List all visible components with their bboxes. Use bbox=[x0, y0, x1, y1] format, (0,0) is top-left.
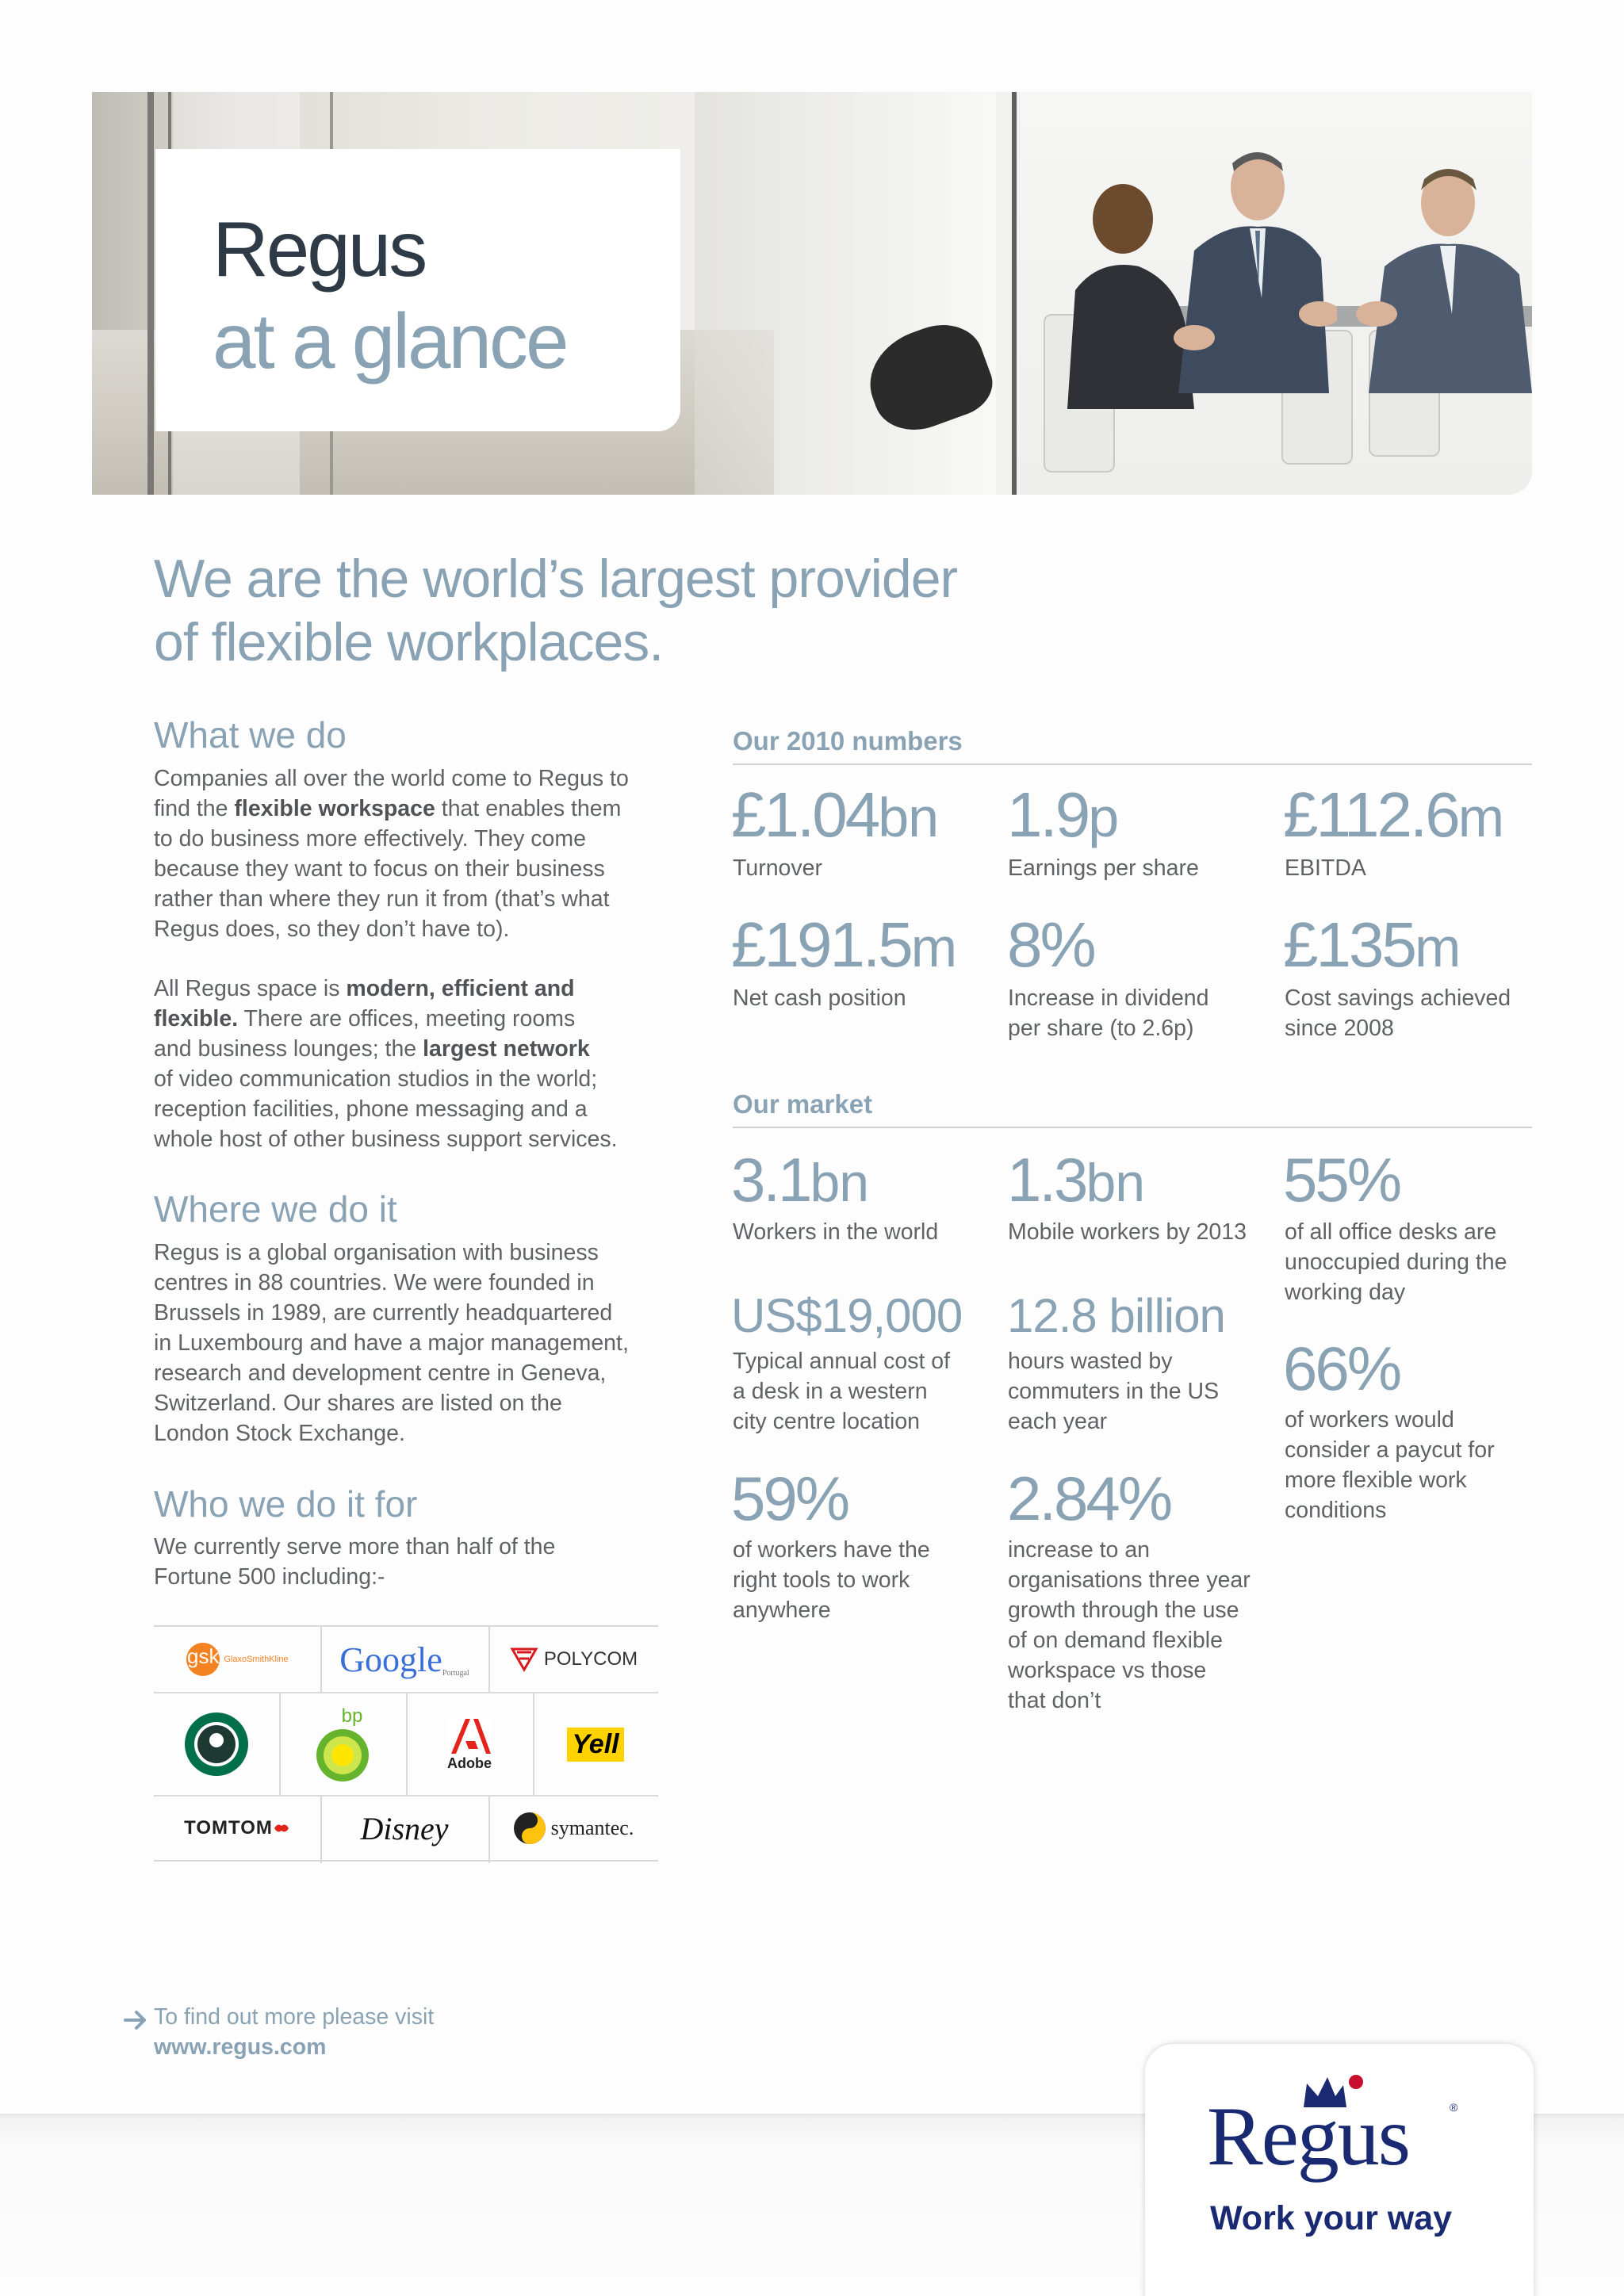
text-run: There are offices, meeting rooms bbox=[238, 1006, 576, 1031]
google-logo bbox=[320, 1627, 488, 1692]
regus-brand-card bbox=[1145, 2044, 1534, 2296]
text-line: of video communication studios in the world; bbox=[154, 1066, 598, 1092]
registered-mark: ® bbox=[1450, 2101, 1458, 2114]
emphasis-text: flexible. bbox=[154, 1006, 239, 1031]
text-line: Companies all over the world come to Regus to bbox=[154, 766, 629, 791]
text-run: find the bbox=[154, 796, 235, 821]
emphasis-text: flexible workspace bbox=[234, 796, 435, 821]
stat-value-hours-wasted: 12.8 billion bbox=[1007, 1289, 1225, 1342]
regus-logo-text: Regus bbox=[1207, 2090, 1409, 2183]
stat-value-earnings-per-share: 1.9p bbox=[1007, 779, 1119, 850]
emphasis-text: modern, efficient and bbox=[346, 976, 575, 1001]
polycom-logo bbox=[488, 1627, 658, 1692]
headline-line: of flexible workplaces. bbox=[154, 612, 664, 672]
tomtom-logo bbox=[154, 1797, 320, 1860]
stat-value-workers-world: 3.1bn bbox=[731, 1145, 869, 1215]
section-divider bbox=[733, 1127, 1532, 1128]
regus-tagline: Work your way bbox=[1210, 2199, 1453, 2237]
footer-visit-text: To find out more please visit bbox=[154, 2004, 435, 2030]
adobe-logo-text: Adobe bbox=[447, 1755, 492, 1771]
stat-value-dividend-increase: 8% bbox=[1007, 909, 1094, 980]
text-line: research and development centre in Geneva, bbox=[154, 1360, 607, 1386]
text-line: Regus does, so they don’t have to). bbox=[154, 916, 510, 942]
text-line: reception facilities, phone messaging and a bbox=[154, 1096, 588, 1122]
tomtom-logo-text: TOMTOM bbox=[184, 1817, 273, 1839]
stat-value-turnover: £1.04bn bbox=[731, 779, 939, 850]
footer-url-link[interactable]: www.regus.com bbox=[154, 2034, 327, 2060]
headline bbox=[154, 547, 1105, 674]
stat-label-mobile-workers: Mobile workers by 2013 bbox=[1008, 1219, 1247, 1245]
text-line bbox=[154, 974, 677, 1004]
text-line: We currently serve more than half of the bbox=[154, 1534, 556, 1559]
where-we-do-it-paragraph bbox=[154, 1238, 677, 1448]
page-subtitle: at a glance bbox=[213, 297, 567, 385]
text-run: that enables them bbox=[435, 796, 622, 821]
logo-row bbox=[154, 1692, 658, 1795]
arrow-right-icon bbox=[122, 2006, 151, 2034]
stat-label-paycut: of workers would consider a paycut for more flexible work conditions bbox=[1285, 1407, 1495, 1523]
logo-row bbox=[154, 1625, 658, 1692]
text-line: rather than where they run it from (that’s what bbox=[154, 886, 610, 912]
headline-line: We are the world’s largest provider bbox=[154, 549, 958, 609]
stat-label-workers-world: Workers in the world bbox=[733, 1219, 939, 1245]
page-title: Regus bbox=[213, 205, 426, 293]
logo-row bbox=[154, 1795, 658, 1862]
section-heading-our-market: Our market bbox=[733, 1089, 873, 1119]
stat-value-unoccupied-desks: 55% bbox=[1283, 1145, 1400, 1215]
stat-label-hours-wasted: hours wasted by commuters in the US each year bbox=[1008, 1349, 1220, 1434]
stat-label-cost-savings: Cost savings achieved since 2008 bbox=[1285, 985, 1511, 1041]
gsk-logo bbox=[154, 1627, 320, 1692]
disney-logo-text: Disney bbox=[360, 1810, 449, 1846]
what-we-do-paragraph-1 bbox=[154, 763, 677, 944]
text-line: London Stock Exchange. bbox=[154, 1421, 405, 1446]
stat-label-earnings-per-share: Earnings per share bbox=[1008, 855, 1199, 881]
text-line bbox=[154, 1034, 677, 1064]
stat-value-paycut: 66% bbox=[1283, 1334, 1400, 1403]
starbucks-logo bbox=[154, 1693, 279, 1795]
yell-logo-text: Yell bbox=[567, 1728, 623, 1762]
text-line: whole host of other business support services. bbox=[154, 1127, 618, 1152]
what-we-do-paragraph-2 bbox=[154, 974, 677, 1154]
bp-logo-text: bp bbox=[341, 1705, 363, 1727]
stat-label-unoccupied-desks: of all office desks are unoccupied during the working day bbox=[1285, 1219, 1507, 1305]
bp-logo bbox=[279, 1693, 406, 1795]
stat-label-net-cash: Net cash position bbox=[733, 985, 906, 1011]
disney-logo bbox=[320, 1797, 488, 1860]
title-card bbox=[155, 149, 680, 431]
text-line bbox=[154, 1004, 677, 1034]
text-line: Switzerland. Our shares are listed on the bbox=[154, 1391, 562, 1416]
stat-value-desk-cost: US$19,000 bbox=[731, 1289, 963, 1342]
text-line bbox=[154, 794, 677, 824]
section-heading-2010-numbers: Our 2010 numbers bbox=[733, 726, 963, 756]
yell-logo bbox=[533, 1693, 658, 1795]
section-heading-who-we-do-it-for: Who we do it for bbox=[154, 1483, 418, 1525]
text-line: in Luxembourg and have a major management, bbox=[154, 1330, 629, 1356]
stat-label-right-tools: of workers have the right tools to work anywhere bbox=[733, 1537, 930, 1623]
text-line: Brussels in 1989, are currently headquartered bbox=[154, 1300, 613, 1326]
stat-value-mobile-workers: 1.3bn bbox=[1007, 1145, 1145, 1215]
stat-value-right-tools: 59% bbox=[731, 1464, 848, 1533]
adobe-logo bbox=[406, 1693, 533, 1795]
section-heading-where-we-do-it: Where we do it bbox=[154, 1188, 397, 1230]
text-line: centres in 88 countries. We were founded in bbox=[154, 1270, 595, 1295]
text-line: Fortune 500 including:- bbox=[154, 1564, 385, 1590]
text-run: All Regus space is bbox=[154, 976, 347, 1001]
hero-photo bbox=[92, 92, 1532, 495]
text-line: Regus is a global organisation with business bbox=[154, 1240, 599, 1265]
symantec-logo bbox=[488, 1797, 658, 1860]
text-line: because they want to focus on their business bbox=[154, 856, 605, 882]
stat-label-ebitda: EBITDA bbox=[1285, 855, 1366, 881]
who-we-do-it-for-paragraph bbox=[154, 1532, 677, 1592]
emphasis-text: largest network bbox=[423, 1036, 590, 1062]
stat-value-ebitda: £112.6m bbox=[1283, 779, 1504, 850]
gsk-logo-subtext: GlaxoSmithKline bbox=[224, 1655, 289, 1664]
google-logo-text: Google bbox=[339, 1640, 442, 1679]
google-logo-subtext: Portugal bbox=[442, 1669, 469, 1678]
stat-value-growth-increase: 2.84% bbox=[1007, 1464, 1171, 1533]
stat-value-cost-savings: £135m bbox=[1283, 909, 1461, 980]
gsk-logo-text: gsk bbox=[187, 1644, 220, 1668]
text-run: and business lounges; the bbox=[154, 1036, 423, 1062]
client-logo-grid bbox=[154, 1625, 658, 1862]
text-line: to do business more effectively. They come bbox=[154, 826, 586, 851]
section-divider bbox=[733, 763, 1532, 765]
polycom-logo-text: POLYCOM bbox=[543, 1648, 638, 1670]
stat-value-net-cash: £191.5m bbox=[731, 909, 956, 980]
stat-label-dividend-increase: Increase in dividend per share (to 2.6p) bbox=[1008, 985, 1209, 1041]
symantec-logo-text: symantec. bbox=[550, 1816, 634, 1839]
stat-label-desk-cost: Typical annual cost of a desk in a western city centre location bbox=[733, 1349, 951, 1434]
stat-label-growth-increase: increase to an organisations three year growth through the use of on demand flexible workspace vs those that don’t bbox=[1008, 1537, 1251, 1713]
section-heading-what-we-do: What we do bbox=[154, 714, 347, 756]
stat-label-turnover: Turnover bbox=[733, 855, 822, 881]
